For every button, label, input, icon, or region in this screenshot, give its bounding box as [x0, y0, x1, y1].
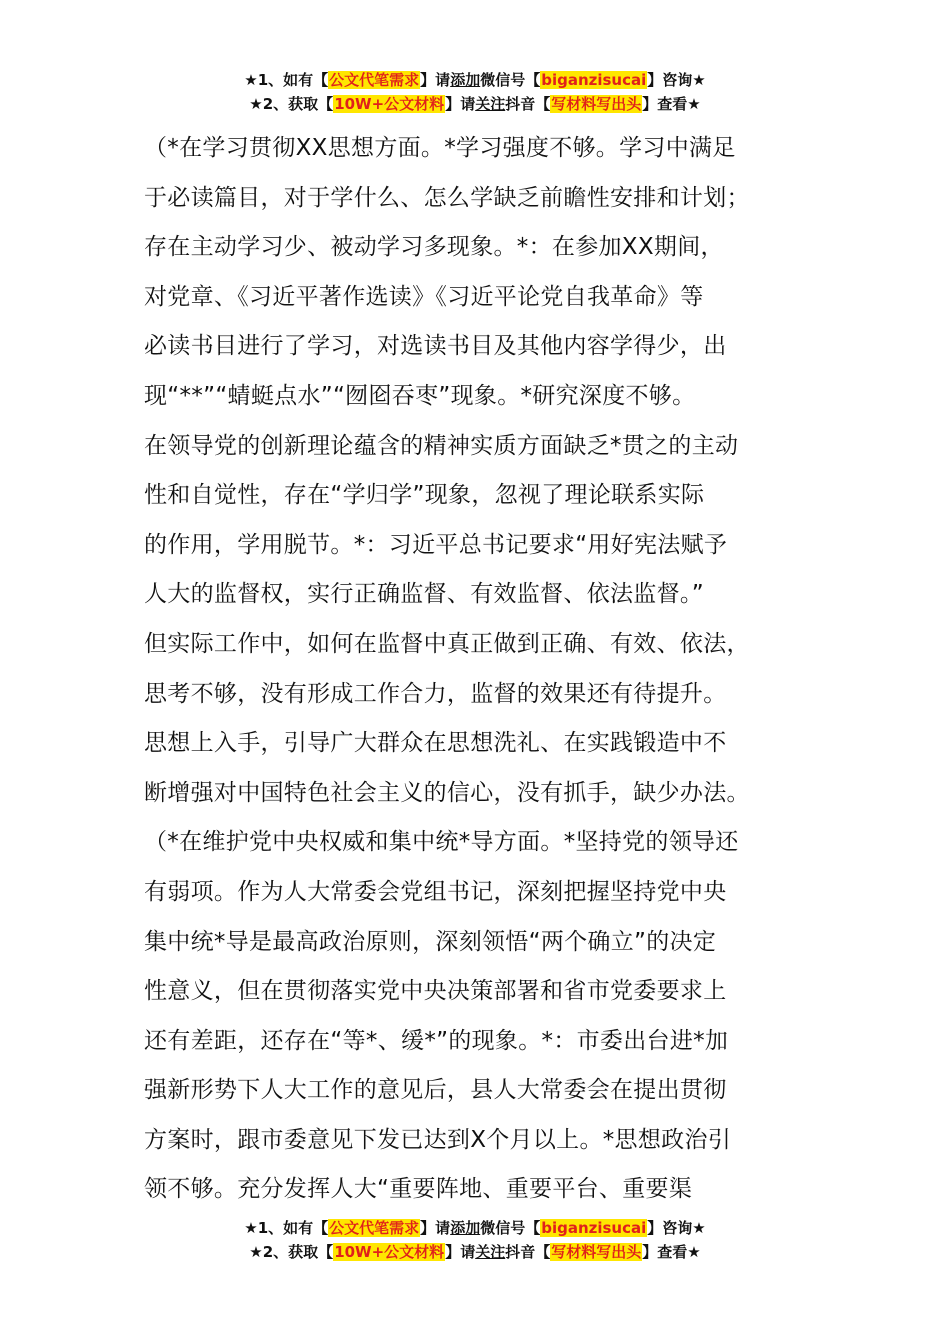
banner-text: 微信号【 — [480, 71, 541, 89]
banner-text: ★1、如有【 — [244, 1219, 329, 1237]
highlight-wechat-id: biganzisucai — [541, 71, 647, 89]
banner-text: 】请 — [445, 1243, 476, 1261]
banner-text: 抖音【 — [505, 95, 551, 113]
body-line: 思想上入手，引导广大群众在思想洗礼、在实践锻造中不 — [144, 730, 727, 757]
banner-text: ★2、获取【 — [249, 95, 334, 113]
banner-text: 】请 — [420, 71, 451, 89]
header-banner — [0, 68, 950, 116]
body-line: 对党章、《习近平著作选读》《习近平论党自我革命》等 — [144, 283, 704, 310]
banner-text: 】请 — [420, 1219, 451, 1237]
body-line: （*在维护党中央权威和集中统*导方面。*坚持党的领导还 — [144, 829, 739, 856]
body-line: 必读书目进行了学习，对选读书目及其他内容学得少，出 — [144, 333, 727, 360]
body-line: 性和自觉性，存在“学归学”现象，忽视了理论联系实际 — [144, 482, 705, 509]
banner-text: ★1、如有【 — [244, 71, 329, 89]
body-line: 于必读篇目，对于学什么、怎么学缺乏前瞻性安排和计划； — [144, 184, 750, 211]
body-line: 集中统*导是最高政治原则，深刻领悟“两个确立”的决定 — [144, 928, 717, 955]
body-line: 但实际工作中，如何在监督中真正做到正确、有效、依法， — [144, 630, 750, 657]
body-line: （*在学习贯彻XX思想方面。*学习强度不够。学习中满足 — [144, 135, 736, 161]
banner-line-1 — [0, 68, 950, 92]
banner-text: 】查看★ — [642, 1243, 701, 1261]
banner-text: 】咨询★ — [647, 1219, 706, 1237]
banner-underlined: 关注 — [475, 95, 506, 113]
body-line: 性意义，但在贯彻落实党中央决策部署和省市党委要求上 — [144, 978, 727, 1005]
document-body — [144, 124, 809, 1215]
banner-underlined: 关注 — [475, 1243, 506, 1261]
highlight-service: 公文代笔需求 — [329, 1219, 420, 1237]
body-line: 还有差距，还存在“等*、缓*”的现象。*：市委出台进*加 — [144, 1027, 729, 1054]
highlight-wechat-id: biganzisucai — [541, 1219, 647, 1237]
banner-text: 】查看★ — [642, 95, 701, 113]
banner-underlined: 添加 — [450, 71, 481, 89]
highlight-materials: 10W+公文材料 — [334, 95, 445, 113]
highlight-douyin-account: 写材料写出头 — [551, 1243, 642, 1261]
body-line: 强新形势下人大工作的意见后，县人大常委会在提出贯彻 — [144, 1077, 727, 1104]
banner-line-2 — [0, 1240, 950, 1264]
body-line: 的作用，学用脱节。*：习近平总书记要求“用好宪法赋予 — [144, 531, 728, 558]
banner-text: 微信号【 — [480, 1219, 541, 1237]
banner-text: 】请 — [445, 95, 476, 113]
banner-line-2 — [0, 92, 950, 116]
body-line: 在领导党的创新理论蕴含的精神实质方面缺乏*贯之的主动 — [144, 432, 739, 459]
body-line: 现“**”“蜻蜓点水”“囫囵吞枣”现象。*研究深度不够。 — [144, 382, 696, 409]
body-line: 人大的监督权，实行正确监督、有效监督、依法监督。” — [144, 581, 704, 608]
highlight-service: 公文代笔需求 — [329, 71, 420, 89]
banner-underlined: 添加 — [450, 1219, 481, 1237]
banner-text: ★2、获取【 — [249, 1243, 334, 1261]
banner-text: 】咨询★ — [647, 71, 706, 89]
body-line: 存在主动学习少、被动学习多现象。*：在参加XX期间， — [144, 234, 724, 261]
body-line: 有弱项。作为人大常委会党组书记，深刻把握坚持党中央 — [144, 878, 727, 905]
body-line: 断增强对中国特色社会主义的信心，没有抓手，缺少办法。 — [144, 779, 750, 806]
footer-banner — [0, 1216, 950, 1264]
highlight-materials: 10W+公文材料 — [334, 1243, 445, 1261]
banner-text: 抖音【 — [505, 1243, 551, 1261]
body-line: 方案时，跟市委意见下发已达到X个月以上。*思想政治引 — [144, 1126, 732, 1153]
body-line: 思考不够，没有形成工作合力，监督的效果还有待提升。 — [144, 680, 727, 707]
banner-line-1 — [0, 1216, 950, 1240]
highlight-douyin-account: 写材料写出头 — [551, 95, 642, 113]
body-line: 领不够。充分发挥人大“重要阵地、重要平台、重要渠 — [144, 1176, 693, 1203]
